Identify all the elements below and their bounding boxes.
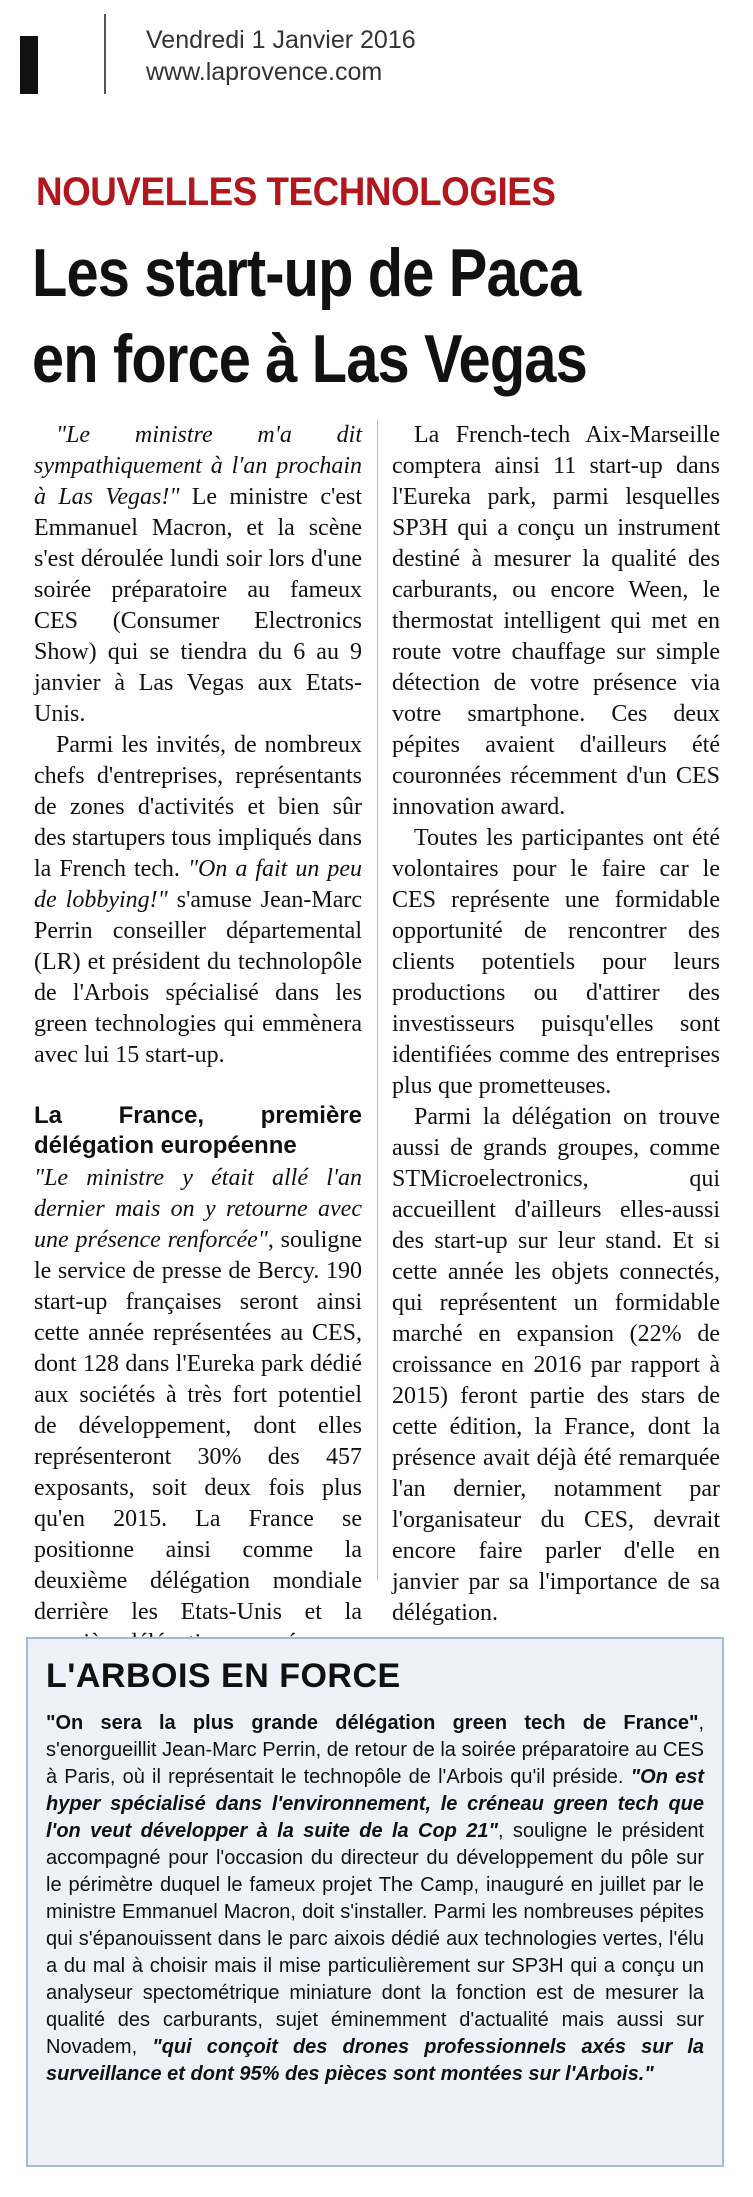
section-kicker: NOUVELLES TECHNOLOGIES [36,170,556,214]
paragraph-2 [34,730,362,1071]
issue-date: Vendredi 1 Janvier 2016 [146,26,416,54]
sidebar-text-1: , s'enorgueillit Jean-Marc Perrin, de retour de la soirée préparatoire au CES à Paris, où il représentait le technopôle de l'Arbois qu'il préside. [46,1712,704,1788]
article-column-right [392,420,720,1666]
paragraph-1 [34,420,362,730]
article-subhead: La France, première délégation européenne [34,1102,362,1159]
sidebar-quote-1: "On sera la plus grande délégation green tech de France" [46,1712,699,1734]
page-header [0,0,753,100]
paragraph-2-quote: "On a fait un peu de lobbying!" [34,856,362,913]
website-link[interactable]: www.laprovence.com [146,58,383,86]
headline-line-1: Les start-up de Paca [32,235,581,311]
sidebar-quote-3: "qui conçoit des drones professionnels axés sur la surveillance et dont 95% des pièces sont montées sur l'Arbois." [46,2036,704,2085]
paragraph-4: La French-tech Aix-Marseille comptera ainsi 11 start-up dans l'Eureka park, parmi lesquelles SP3H qui a conçu un instrument destiné à mesurer la qualité des carburants, ou encore Ween, le thermostat intelligent qui met en route votre chauffage sur simple détection de votre présence via votre smartphone. Ces deux pépites avaient d'ailleurs été couronnées récemment d'un CES innovation award. [392,422,720,820]
sidebar-text-2: , souligne le président accompagné pour l'occasion du directeur du développement du pôle sur le périmètre duquel le fameux projet The Camp, inauguré en juillet par le ministre Emmanuel Macron, doit s'installer. Parmi les nombreuses pépites qui s'épanouissent dans le parc aixois dédié aux technologies vertes, l'élu a du mal à choisir mais il mise particulièrement sur SP3H qui a conçu un analyseur spectométrique miniature dont la fonction est de mesurer la qualité des carburants, sujet éminemment d'actualité mais aussi sur Novadem, [46,1820,705,2058]
paragraph-6: Parmi la délégation on trouve aussi de grands groupes, comme STMicroelectronics, qui accueillent d'ailleurs elles-aussi des start-up sur leur stand. Et si cette année les objets connectés, qui représentent un formidable marché en expansion (22% de croissance en 2016 par rapport à 2015) feront partie des stars de cette édition, la France, dont la présence avait déjà été remarquée l'an dernier, notamment par l'organisateur du CES, devrait encore faire parler d'elle en janvier par sa l'importance de sa délégation. [392,1104,720,1626]
sidebar-quote-2: "On est hyper spécialisé dans l'environnement, le créneau green tech que l'on veut développer à la suite de la Cop 21" [46,1766,704,1842]
paragraph-3-text: , souligne le service de presse de Bercy. 190 start-up françaises seront ainsi cette année représentées au CES, dont 128 dans l'Eureka park dédié aux sociétés à très fort potentiel de développement, dont elles représenteront 30% des 457 exposants, soit deux fois plus qu'en 2015. La France se positionne ainsi comme la deuxième délégation mondiale derrière les Etats-Unis et la [34,1227,362,1625]
page-marker [20,36,38,94]
paragraph-1-text: Le ministre c'est Emmanuel Macron, et la scène s'est déroulée lundi soir lors d'une soirée préparatoire au fameux CES (Consumer Electronics Show) qui se tiendra du 6 au 9 janvier à Las Vegas aux Etats-Unis. [34,484,362,727]
sidebar-title: L'ARBOIS EN FORCE [46,1657,401,1695]
paragraph-3 [34,1163,362,1659]
sidebar-text [46,1710,704,2088]
article-column-left [34,420,362,1659]
header-divider [104,14,106,94]
column-divider [377,420,378,1580]
paragraph-5: Toutes les participantes ont été volontaires pour le faire car le CES représente une formidable opportunité de rencontrer des clients potentiels pour leurs productions ou d'attirer des investisseurs puisqu'elles sont identifiées comme des entreprises plus que prometteuses. [392,825,720,1099]
paragraph-1-quote: "Le ministre m'a dit sympathiquement à l'an prochain à Las Vegas!" [34,422,362,510]
paragraph-3-quote: "Le ministre y était allé l'an dernier mais on y retourne avec une présence renforcée" [34,1165,362,1253]
article-headline [32,230,587,402]
headline-line-2: en force à Las Vegas [32,321,587,397]
paragraph-2-text-b: s'amuse Jean-Marc Perrin conseiller départemental (LR) et président du technolopôle de l'Arbois spécialisé dans les green technologies qui emmènera avec lui 15 start-up. [34,887,363,1068]
sidebar-box [26,1637,724,2167]
paragraph-2-text-a: Parmi les invités, de nombreux chefs d'entreprises, représentants de zones d'activités et bien sûr des startupers tous impliqués dans la French tech. [34,732,362,882]
